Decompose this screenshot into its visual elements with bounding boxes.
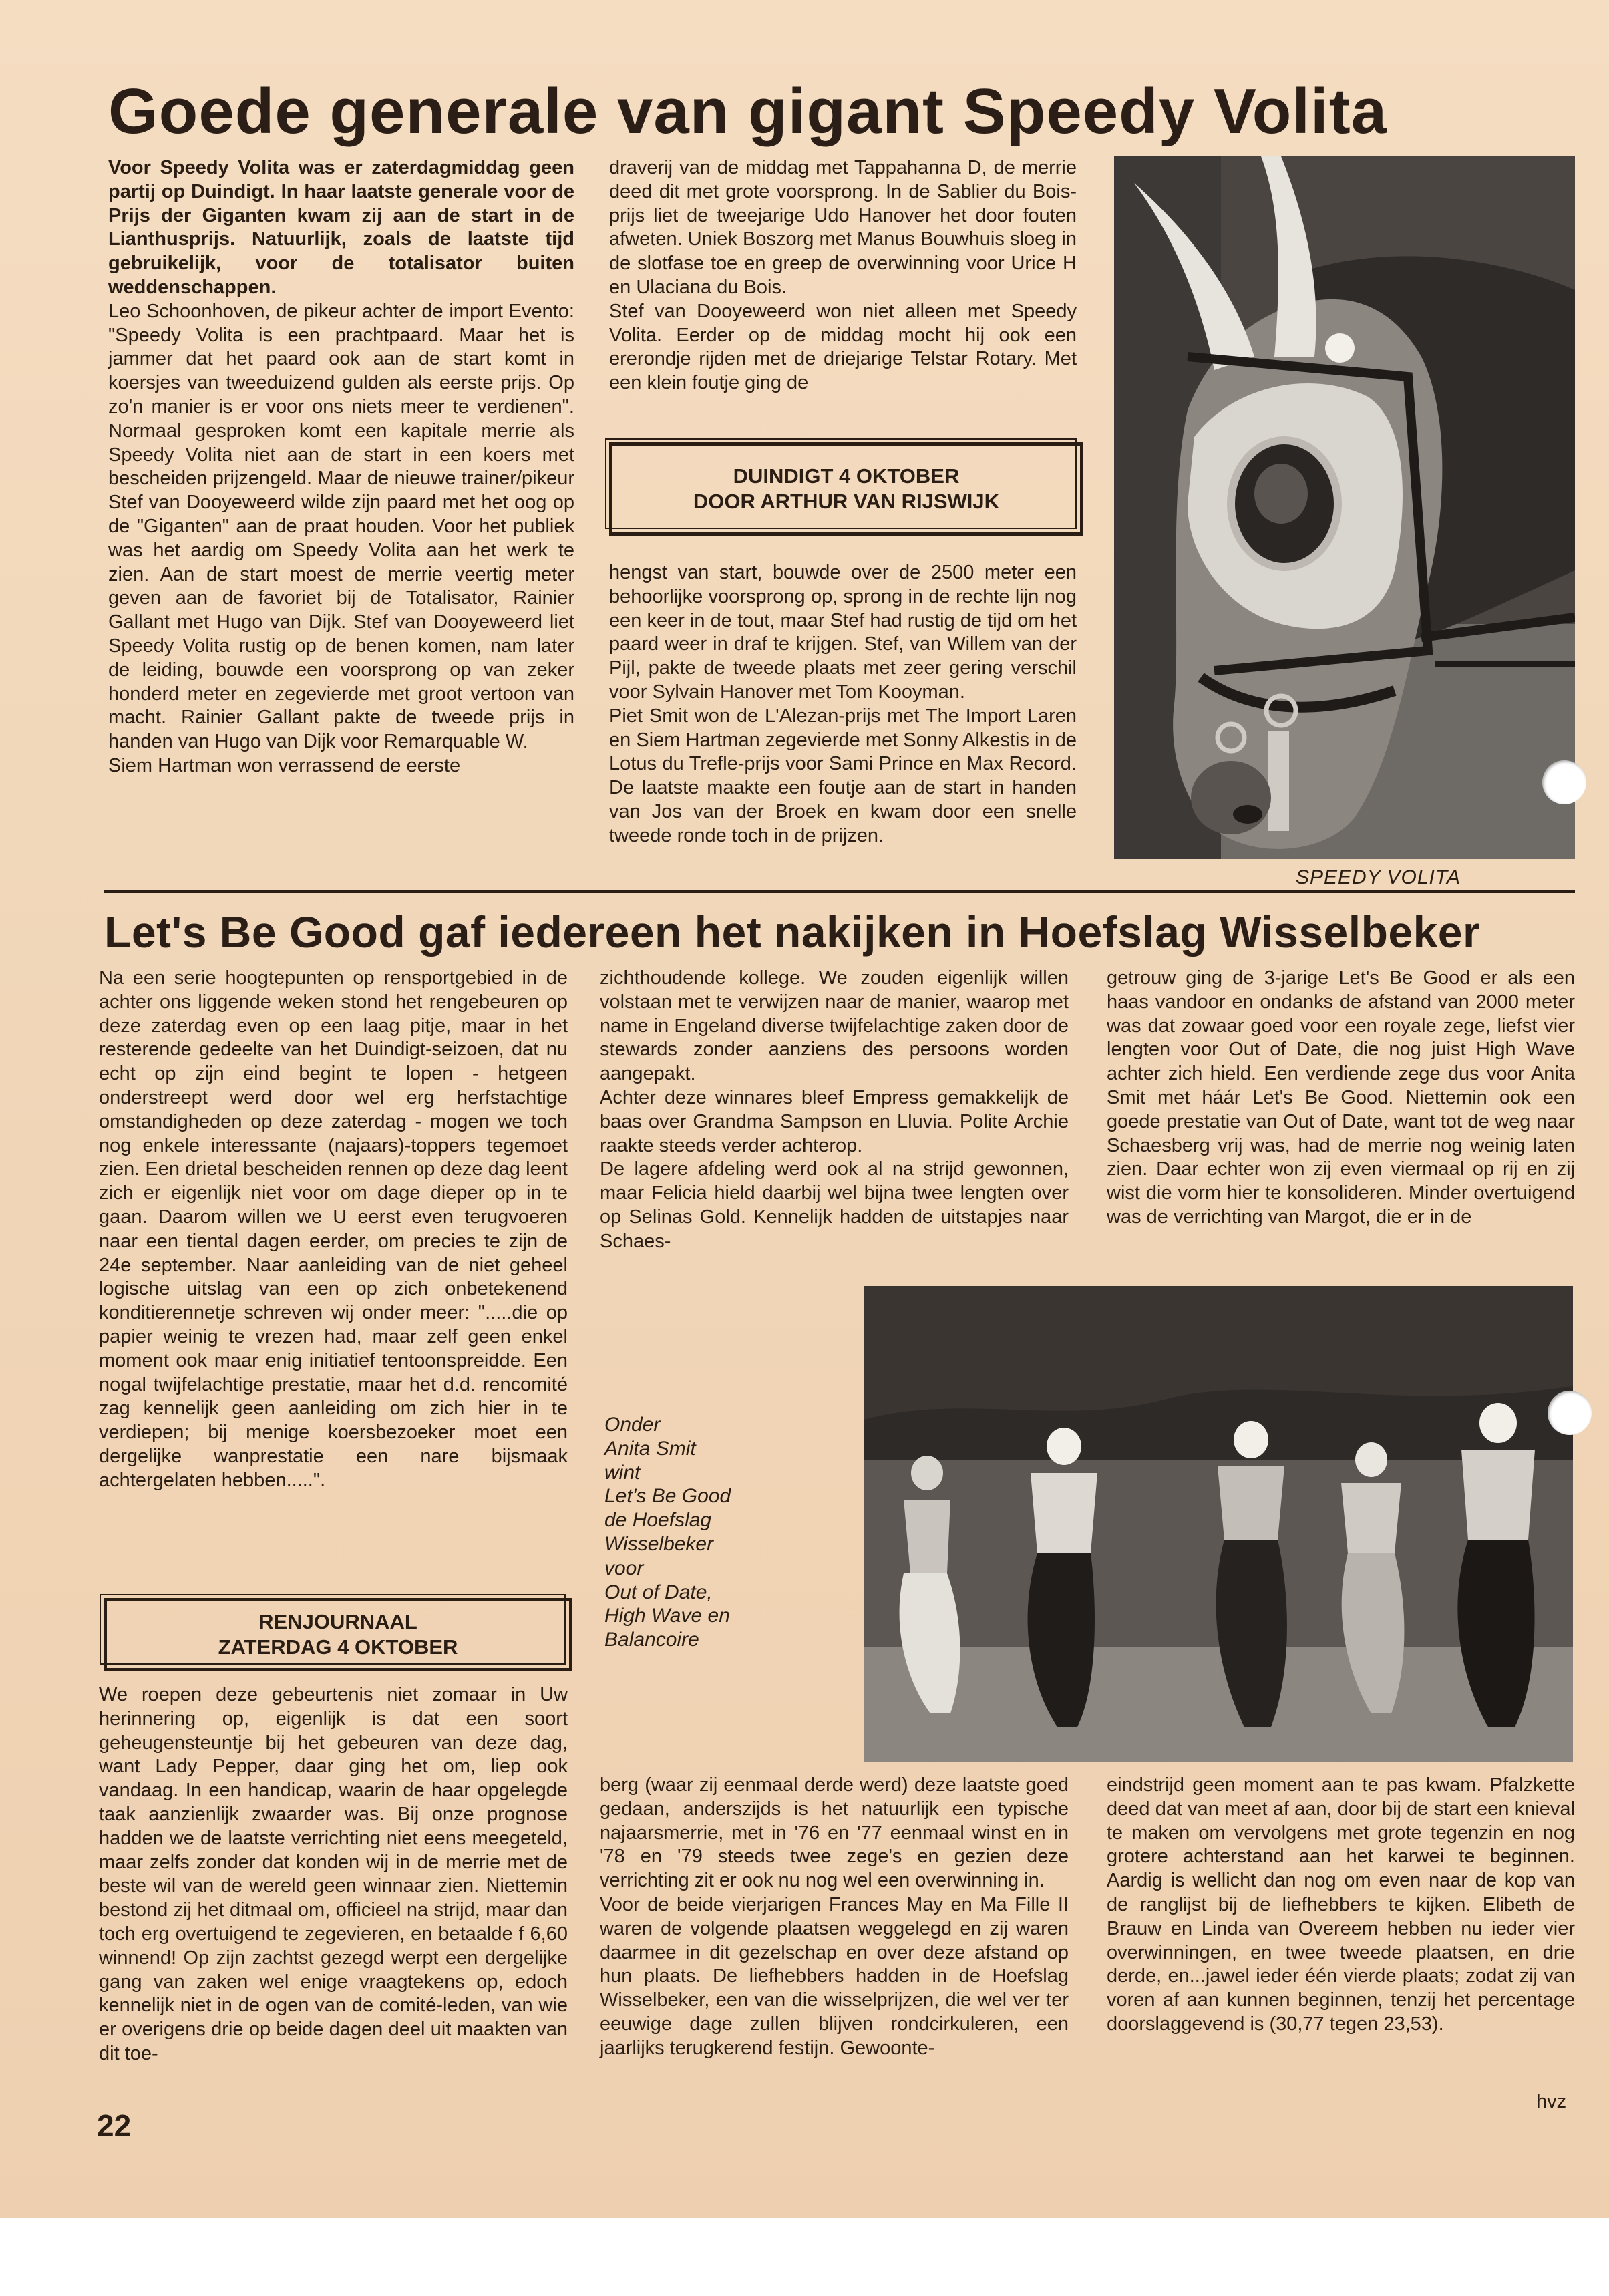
caption-line: Balancoire bbox=[604, 1629, 699, 1651]
article2-paragraph: zichthoudende kollege. We zouden eigenlijk willen volstaan met te verwijzen naar de manier, waarop met name in Engeland diverse twijfelachtige zaken door de stewards zonder aanziens des persoons worden aangepakt. bbox=[600, 967, 1069, 1085]
article1-body-last: Siem Hartman won verrassend de eerste bbox=[108, 754, 461, 776]
caption-line: voor bbox=[604, 1556, 644, 1579]
caption-line: Let's Be Good bbox=[604, 1485, 731, 1508]
byline-box-shadow bbox=[605, 438, 1077, 529]
caption-line: Onder bbox=[604, 1414, 661, 1436]
article2-paragraph: Voor de beide vierjarigen Frances May en Ma Fille II waren de volgende plaatsen weggelegd en zij waren daarmee in dit gezelschap en over deze afstand op hun plaats. De liefhebbers hadden in de Hoefslag Wisselbeker, een van die wisselprijzen, die wel ver ter eeuwige dage zullen blijven rondcirkuleren, een jaarlijks terugkerend festijn. Gewoonte- bbox=[600, 1893, 1069, 2059]
article1-column-1 bbox=[108, 156, 574, 778]
article2-byline-box bbox=[104, 1598, 572, 1671]
article1-paragraph: hengst van start, bouwde over de 2500 meter een behoorlijke voorsprong op, sprong in de rechte lijn nog een keer in de tout, maar Stef had rustig de tijd om het paard weer in draf te krijgen. Stef, van Willem van der Pijl, pakte de tweede plaats met zeer gering verschil voor Sylvain Hanover met Tom Kooyman. bbox=[609, 562, 1077, 703]
article2-column-3-top bbox=[1107, 967, 1575, 1230]
article2-paragraph: We roepen deze gebeurtenis niet zomaar in Uw herinnering op, eigenlijk is dat een soort geheugensteuntje bij het gebeuren van deze dag, want Lady Pepper, daar ging het om, liep ook vandaag. In een handicap, waarin de haar opgelegde taak aanzienlijk zwaarder was. Bij onze prognose hadden we de laatste verrichting niet eens meegeteld, maar zelfs zonder dat konden wij in de merrie met de beste wil van de wereld geen winnaar zien. Niettemin bestond zij het ditmaal om, officieel na strijd, maar dan toch erg overtuigend te zegevieren, en betaalde f 6,60 winnend! Op zijn zachtst gezegd werpt een dergelijke gang van zaken wel enige vraagtekens op, edoch kennelijk niet in de ogen van de comité-leden, van wie er overigens drie op beide dagen deel uit maakten van dit toe- bbox=[99, 1684, 568, 2064]
byline-dateline: DUINDIGT 4 OKTOBER bbox=[733, 464, 960, 488]
scan-margin bbox=[0, 2218, 1609, 2296]
article1-column-2-top bbox=[609, 156, 1077, 395]
article2-paragraph: Achter deze winnares bleef Empress gemakkelijk de baas over Grandma Sampson en Lluvia. Polite Archie raakte steeds verder achterop. bbox=[600, 1086, 1069, 1156]
byline-column-title: RENJOURNAAL bbox=[258, 1610, 417, 1633]
article2-paragraph: berg (waar zij eenmaal derde werd) deze laatste goed gedaan, anderszijds is het natuurlijk een typische najaarsmerrie, met in '76 en '77 eenmaal winst en in '78 en '79 steeds twee zege's en gezien deze verrichting zit er ook nu nog wel een overwinning in. bbox=[600, 1774, 1069, 1892]
article2-column-1-top bbox=[99, 967, 568, 1493]
page-number: 22 bbox=[97, 2108, 132, 2143]
punch-hole bbox=[1548, 1391, 1592, 1435]
speedy-volita-photo bbox=[1114, 156, 1575, 859]
article1-headline: Goede generale van gigant Speedy Volita bbox=[108, 75, 1388, 147]
speedy-volita-caption: SPEEDY VOLITA bbox=[1296, 866, 1461, 888]
race-photo bbox=[864, 1286, 1573, 1762]
article1-body: Leo Schoonhoven, de pikeur achter de import Evento: "Speedy Volita is een prachtpaard. Maar het is jammer dat het paard ook aan de start komt in koersjes van tweeduizend gulden als eerste prijs. Op zo'n manier is er voor ons niets meer te verdienen". Normaal gesproken komt een kapitale merrie als Speedy Volita niet aan de start in een koers met bescheiden prijzengeld. Maar de nieuwe trainer/pikeur Stef van Dooyeweerd wilde zijn paard met het oog op de "Giganten" aan de praat houden. Voor het publiek was het aardig om Speedy Volita aan het werk te zien. Aan de start moest de merrie veertig meter geven aan de favoriet bij de Totalisator, Rainier Gallant met Hugo van Dijk. Stef van Dooyeweerd liet Speedy Volita rustig op de benen komen, nam later de leiding, bouwde een voorsprong op van zeker honderd meter en zegevierde met groot vertoon van macht. Rainier Gallant pakte de tweede prijs in handen van Hugo van Dijk voor Remarquable W. bbox=[108, 300, 574, 753]
caption-line: wint bbox=[604, 1461, 641, 1484]
article1-lead: Voor Speedy Volita was er zaterdagmiddag geen partij op Duindigt. In haar laatste generale voor de Prijs der Giganten kwam zij aan de start in de Lianthusprijs. Natuurlijk, zoals de laatste tijd gebruikelijk, voor de totalisator buiten weddenschappen. bbox=[108, 157, 574, 298]
article1-byline-box bbox=[609, 442, 1083, 536]
section-divider bbox=[104, 890, 1575, 893]
byline-box-shadow bbox=[100, 1594, 566, 1665]
article2-paragraph: De lagere afdeling werd ook al na strijd gewonnen, maar Felicia hield daarbij wel bijna twee lengten over op Selinas Gold. Kennelijk hadden de uitstapjes naar Schaes- bbox=[600, 1158, 1069, 1252]
race-photo-caption bbox=[604, 1413, 765, 1652]
punch-hole bbox=[1542, 760, 1586, 804]
caption-line: Anita Smit bbox=[604, 1437, 696, 1460]
author-signature: hvz bbox=[1536, 2091, 1567, 2112]
article2-paragraph: eindstrijd geen moment aan te pas kwam. Pfalzkette deed dat van meet af aan, door bij de start een knieval te maken om vervolgens met grote tegenzin en nog grotere achterstand aan het karwei te beginnen. Aardig is wellicht dan nog om even naar de kop van de ranglijst bij de liefhebbers te kijken. Elibeth de Brauw en Linda van Overeem hebben nu ieder vier overwinningen, en twee tweede plaatsen, en drie derde, en...jawel ieder één vierde plaats; zodat zij van voren af aan kunnen beginnen, tenzij het percentage doorslaggevend is (30,77 tegen 23,53). bbox=[1107, 1774, 1575, 2035]
caption-line: High Wave en bbox=[604, 1605, 730, 1627]
article2-paragraph: getrouw ging de 3-jarige Let's Be Good er als een haas vandoor en ondanks de afstand van 2000 meter was dat zowaar goed voor een royale zege, liefst vier lengten voor Out of Date, die nog juist High Wave achter zich hield. Een verdiende zege dus voor Anita Smit met háár Let's Be Good. Niettemin ook een goede prestatie van Out of Date, want tot de weg naar Schaesberg vrij was, had de merrie nog weinig laten zien. Daar echter won zij even viermaal op rij en zij wist die vorm hier te konsolideren. Minder overtuigend was de verrichting van Margot, die er in de bbox=[1107, 967, 1575, 1228]
article1-paragraph: draverij van de middag met Tappahanna D, de merrie deed dit met grote voorsprong. In de Sablier du Bois-prijs liet de tweejarige Udo Hanover het door fouten afweten. Uniek Boszorg met Manus Bouwhuis sloeg in de slotfase toe en greep de overwinning voor Urice H en Ulaciana du Bois. bbox=[609, 157, 1077, 298]
article2-column-2-bottom bbox=[600, 1774, 1069, 2061]
article2-column-1-bottom bbox=[99, 1683, 568, 2066]
byline-dateline: ZATERDAG 4 OKTOBER bbox=[218, 1635, 458, 1659]
article2-headline: Let's Be Good gaf iedereen het nakijken in Hoefslag Wisselbeker bbox=[104, 907, 1481, 957]
caption-line: Out of Date, bbox=[604, 1581, 713, 1603]
caption-line: de Hoefslag bbox=[604, 1509, 712, 1532]
article1-column-2-bottom bbox=[609, 561, 1077, 848]
article1-paragraph: Piet Smit won de L'Alezan-prijs met The Import Laren en Siem Hartman zegevierde met Sonny Alkestis in de Lotus du Trefle-prijs voor Sami Prince en Max Record. De laatste maakte een foutje aan de start in handen van Jos van der Broek en kwam door een snelle tweede ronde toch in de prijzen. bbox=[609, 705, 1077, 846]
article2-column-3-bottom bbox=[1107, 1774, 1575, 2037]
article2-paragraph: Na een serie hoogtepunten op rensportgebied in de achter ons liggende weken stond het rengebeuren op deze zaterdag even op een laag pitje, maar in het resterende gedeelte van het Duindigt-seizoen, dat nu echt op zijn eind begint te lopen - hetgeen onderstreept werd door wel erg herfstachtige omstandigheden op deze zaterdag - mogen we toch nog enkele interessante (najaars)-toppers tegemoet zien. Een drietal bescheiden rennen op deze dag leent zich er eigenlijk niet voor om dage dieper op in te gaan. Daarom willen we U eerst even terugvoeren naar een tiental dagen eerder, om precies te zijn de 24e september. Naar aanleiding van de niet geheel logische uitslag van een op zich onbetekenend konditierennetje schreven wij onder meer: ".....die op papier weinig te vrezen had, maar zelf geen enkel moment ook maar enig initiatief tentoonspreidde. Een nogal twijfelachtige prestatie, maar het d.d. rencomité zag kennelijk geen aanleiding om zich hier in te verdiepen; bij menige koersbezoeker moet een dergelijke wanprestatie een nare bijsmaak achtergelaten hebben.....". bbox=[99, 967, 568, 1491]
article2-column-2-top bbox=[600, 967, 1069, 1254]
byline-author: DOOR ARTHUR VAN RIJSWIJK bbox=[693, 490, 1000, 513]
article1-paragraph: Stef van Dooyeweerd won niet alleen met Speedy Volita. Eerder op de middag mocht hij ook een ererondje rijden met de driejarige Telstar Rotary. Met een klein foutje ging de bbox=[609, 300, 1077, 394]
caption-line: Wisselbeker bbox=[604, 1532, 714, 1555]
